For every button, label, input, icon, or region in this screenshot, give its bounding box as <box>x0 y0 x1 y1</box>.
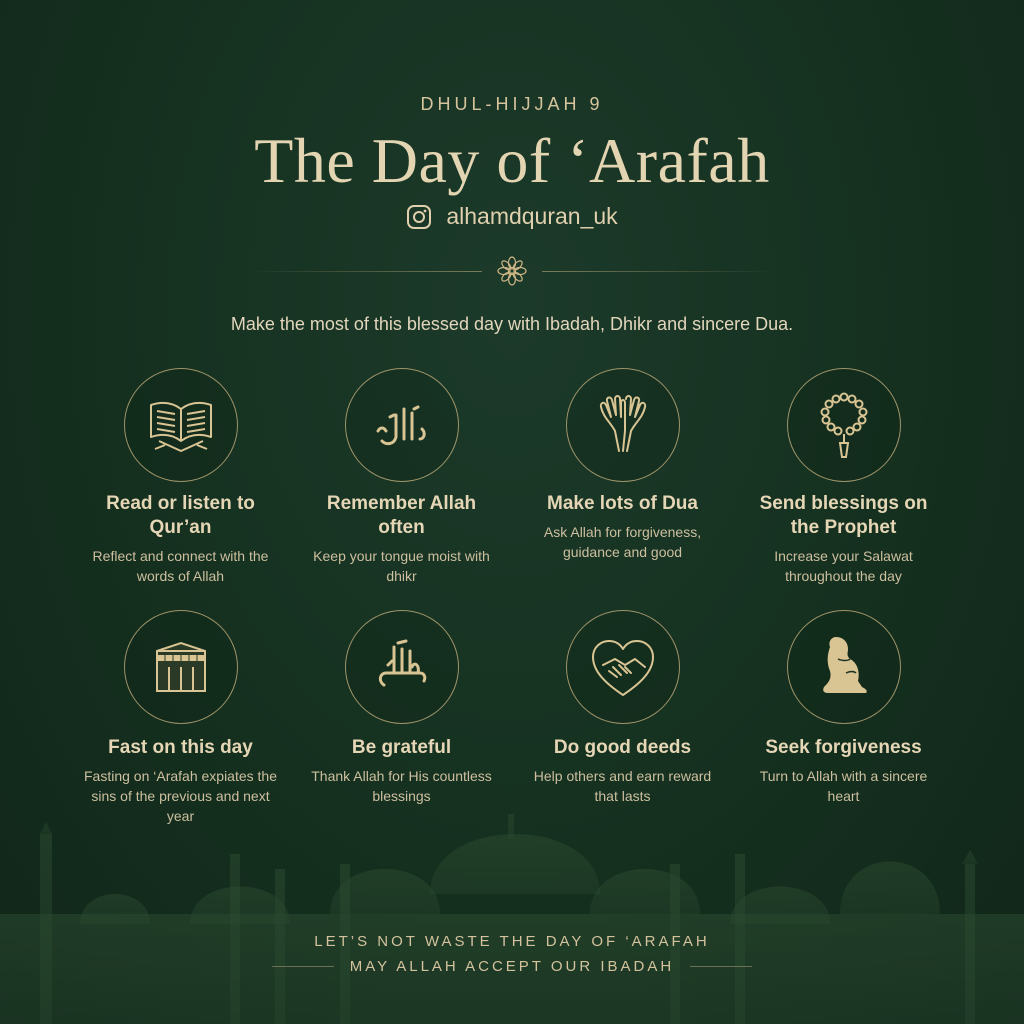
card-title: Fast on this day <box>108 737 253 758</box>
kaaba-icon <box>143 629 219 705</box>
icon-circle <box>345 368 459 482</box>
card-title: Send blessings on the Prophet <box>759 493 928 538</box>
card-desc: Help others and earn reward that lasts <box>533 768 712 804</box>
card-title: Remember Allah often <box>326 493 477 538</box>
icon-circle <box>124 368 238 482</box>
calligraphy-icon <box>364 387 440 463</box>
handle-text: alhamdquran_uk <box>446 203 618 229</box>
prayer-beads-icon <box>806 387 882 463</box>
icon-circle <box>787 368 901 482</box>
card-title: Read or listen to Qur’an <box>106 493 255 538</box>
ornament-divider <box>240 254 784 288</box>
tip-card-remember <box>291 368 512 598</box>
tip-card-grateful <box>291 610 512 840</box>
icon-circle <box>566 368 680 482</box>
tip-card-forgiveness <box>733 610 954 840</box>
card-title: Do good deeds <box>553 737 692 758</box>
instagram-handle[interactable] <box>0 203 1024 230</box>
tip-card-quran <box>70 368 291 598</box>
heart-handshake-icon <box>585 629 661 705</box>
icon-circle <box>566 610 680 724</box>
icon-circle <box>124 610 238 724</box>
page-title: The Day of ‘Arafah <box>254 125 770 196</box>
tip-card-dua <box>512 368 733 598</box>
allah-calligraphy-icon <box>364 629 440 705</box>
card-title: Make lots of Dua <box>547 493 698 514</box>
card-desc: Turn to Allah with a sincere heart <box>759 768 928 804</box>
instagram-icon <box>406 204 432 230</box>
intro-text: Make the most of this blessed day with Ibadah, Dhikr and sincere Dua. <box>230 314 794 334</box>
footer-line-2: MAY ALLAH ACCEPT OUR IBADAH <box>349 958 675 975</box>
card-desc: Keep your tongue moist with dhikr <box>313 548 490 584</box>
card-title: Seek forgiveness <box>765 737 922 758</box>
tip-card-salawat <box>733 368 954 598</box>
tips-grid <box>70 368 954 840</box>
dua-hands-icon <box>585 387 661 463</box>
footer-line-2-wrap <box>0 958 1024 975</box>
praying-person-icon <box>806 629 882 705</box>
footer-divider-right <box>690 966 752 967</box>
card-desc: Ask Allah for forgiveness, guidance and good <box>543 524 702 560</box>
flower-ornament-icon <box>496 255 528 287</box>
footer-line-1: LET’S NOT WASTE THE DAY OF ‘ARAFAH <box>314 933 710 950</box>
card-desc: Thank Allah for His countless blessings <box>311 768 492 804</box>
card-desc: Increase your Salawat throughout the day <box>774 548 913 584</box>
tip-card-good-deeds <box>512 610 733 840</box>
icon-circle <box>345 610 459 724</box>
tip-card-fast <box>70 610 291 840</box>
mosque-skyline <box>0 814 1024 1024</box>
divider-line-right <box>542 271 778 272</box>
card-desc: Reflect and connect with the words of Allah <box>92 548 269 584</box>
card-desc: Fasting on ‘Arafah expiates the sins of the previous and next year <box>83 768 277 824</box>
card-title: Be grateful <box>351 737 452 758</box>
divider-line-left <box>246 271 482 272</box>
date-eyebrow: DHUL-HIJJAH 9 <box>420 94 604 114</box>
quran-icon <box>143 387 219 463</box>
icon-circle <box>787 610 901 724</box>
footer-divider-left <box>272 966 334 967</box>
